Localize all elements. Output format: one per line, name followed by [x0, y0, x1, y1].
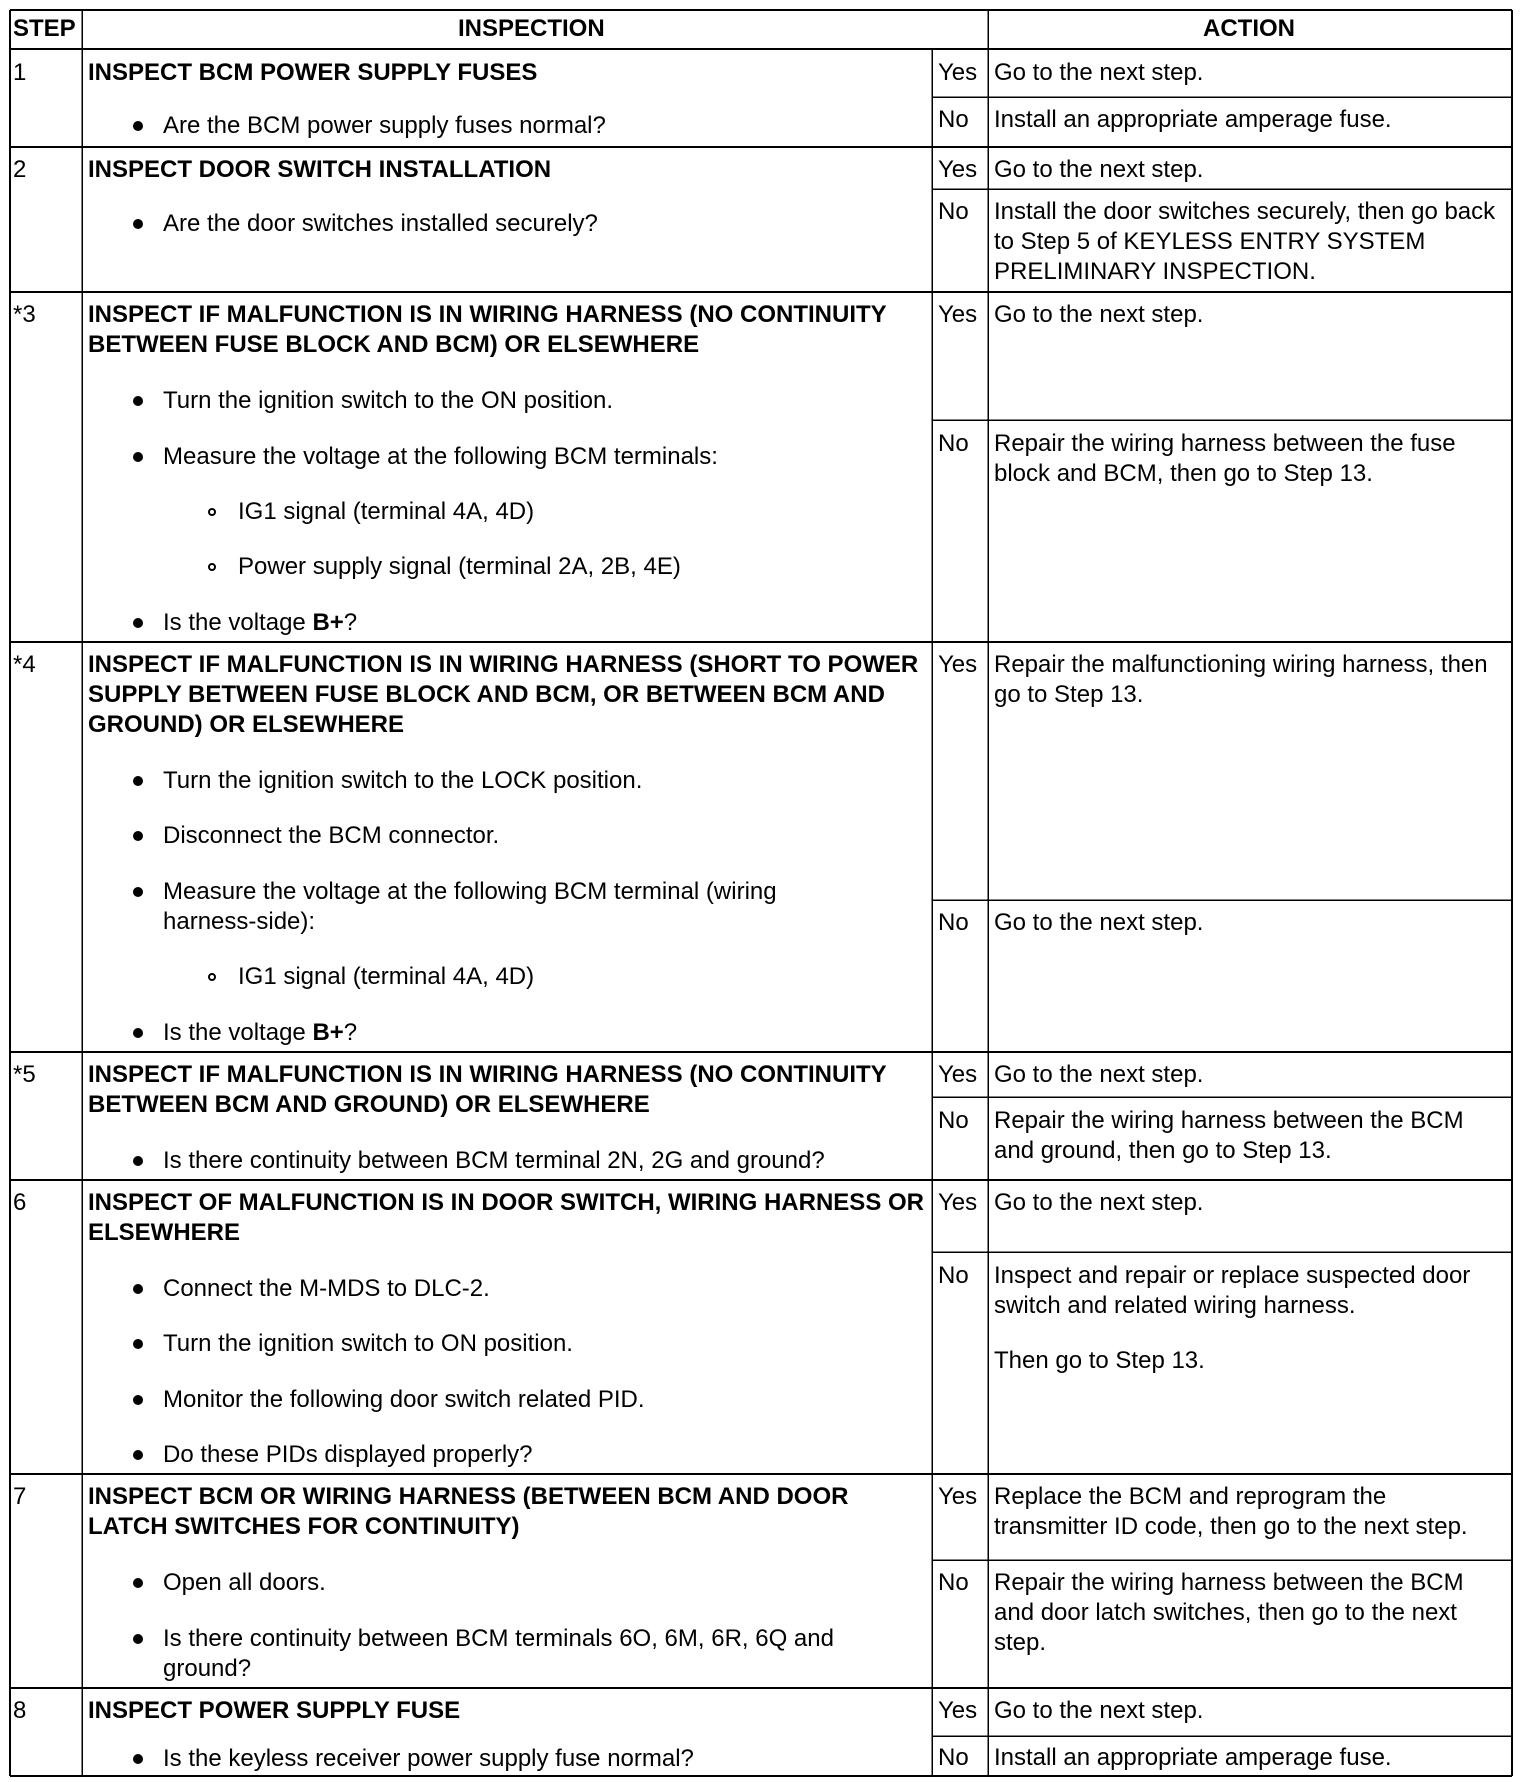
no-label: No: [938, 106, 969, 133]
bullet-icon: [133, 887, 143, 897]
no-action: Repair the wiring harness between the BCM and door latch switches, then go to the next step.: [994, 1569, 1464, 1656]
yes-label: Yes: [938, 1483, 978, 1510]
bullet-icon: [133, 452, 143, 462]
inspection-item: Is the voltage B+?: [163, 1019, 358, 1046]
step-number: 8: [13, 1697, 27, 1724]
inspection-subitem: IG1 signal (terminal 4A, 4D): [238, 498, 535, 525]
step-number: *5: [13, 1061, 36, 1088]
step-title: INSPECT IF MALFUNCTION IS IN WIRING HARNESS (SHORT TO POWER SUPPLY BETWEEN FUSE BLOCK AND BCM, OR BETWEEN BCM AND GROUND) OR ELSEWHERE: [88, 651, 919, 738]
step-number: 6: [13, 1189, 27, 1216]
sub-bullet-icon: [208, 563, 216, 571]
bullet-icon: [133, 1634, 143, 1644]
inspection-subitem: IG1 signal (terminal 4A, 4D): [238, 963, 535, 990]
yes-action: Go to the next step.: [994, 301, 1204, 328]
bullet-icon: [133, 1028, 143, 1038]
header-inspection: INSPECTION: [458, 15, 605, 42]
inspection-item: Are the BCM power supply fuses normal?: [163, 112, 606, 139]
step-number: 2: [13, 156, 27, 183]
inspection-item: Is there continuity between BCM terminals 6O, 6M, 6R, 6Q and ground?: [163, 1625, 834, 1682]
no-action-followup: Then go to Step 13.: [994, 1347, 1205, 1374]
yes-label: Yes: [938, 1061, 978, 1088]
no-action: Repair the wiring harness between the BCM and ground, then go to Step 13.: [994, 1107, 1464, 1164]
step-number: 7: [13, 1483, 27, 1510]
inspection-item: Is there continuity between BCM terminal 2N, 2G and ground?: [163, 1147, 825, 1174]
bullet-icon: [133, 121, 143, 131]
header-step: STEP: [13, 15, 76, 42]
bullet-icon: [133, 618, 143, 628]
yes-label: Yes: [938, 156, 978, 183]
no-action: Go to the next step.: [994, 909, 1204, 936]
step-title: INSPECT IF MALFUNCTION IS IN WIRING HARNESS (NO CONTINUITY BETWEEN BCM AND GROUND) OR ELSEWHERE: [88, 1061, 887, 1118]
no-action: Inspect and repair or replace suspected door switch and related wiring harness.: [994, 1262, 1471, 1319]
sub-bullet-icon: [208, 508, 216, 516]
inspection-subitem: Power supply signal (terminal 2A, 2B, 4E): [238, 553, 681, 580]
yes-action: Replace the BCM and reprogram the transmitter ID code, then go to the next step.: [994, 1483, 1468, 1540]
yes-action: Go to the next step.: [994, 59, 1204, 86]
no-label: No: [938, 1107, 969, 1134]
step-number: 1: [13, 59, 27, 86]
inspection-item: Is the voltage B+?: [163, 609, 358, 636]
bullet-icon: [133, 1339, 143, 1349]
header-action: ACTION: [1203, 15, 1295, 42]
no-label: No: [938, 430, 969, 457]
inspection-item: Is the keyless receiver power supply fuse normal?: [163, 1745, 694, 1772]
inspection-item: Open all doors.: [163, 1569, 326, 1596]
inspection-item: Do these PIDs displayed properly?: [163, 1441, 533, 1468]
step-title: INSPECT OF MALFUNCTION IS IN DOOR SWITCH, WIRING HARNESS OR ELSEWHERE: [88, 1189, 924, 1246]
no-label: No: [938, 198, 969, 225]
no-action: Install an appropriate amperage fuse.: [994, 106, 1392, 133]
step-title: INSPECT POWER SUPPLY FUSE: [88, 1697, 461, 1724]
bullet-icon: [133, 1156, 143, 1166]
yes-action: Go to the next step.: [994, 1697, 1204, 1724]
yes-label: Yes: [938, 1189, 978, 1216]
inspection-item: Measure the voltage at the following BCM terminal (wiring harness-side):: [163, 878, 777, 935]
step-number: *3: [13, 301, 36, 328]
yes-label: Yes: [938, 301, 978, 328]
bullet-icon: [133, 1284, 143, 1294]
step-title: INSPECT BCM OR WIRING HARNESS (BETWEEN BCM AND DOOR LATCH SWITCHES FOR CONTINUITY): [88, 1483, 849, 1540]
yes-label: Yes: [938, 59, 978, 86]
no-label: No: [938, 1262, 969, 1289]
yes-action: Go to the next step.: [994, 1061, 1204, 1088]
yes-action: Go to the next step.: [994, 156, 1204, 183]
no-action: Install an appropriate amperage fuse.: [994, 1744, 1392, 1771]
inspection-item: Turn the ignition switch to the ON position.: [163, 387, 613, 414]
inspection-item: Turn the ignition switch to ON position.: [163, 1330, 573, 1357]
no-action: Install the door switches securely, then go back to Step 5 of KEYLESS ENTRY SYSTEM PRELIMINARY INSPECTION.: [994, 198, 1496, 285]
no-label: No: [938, 1569, 969, 1596]
bullet-icon: [133, 776, 143, 786]
bullet-icon: [133, 1754, 143, 1764]
bullet-icon: [133, 219, 143, 229]
sub-bullet-icon: [208, 973, 216, 981]
yes-action: Go to the next step.: [994, 1189, 1204, 1216]
bullet-icon: [133, 1395, 143, 1405]
inspection-item: Connect the M-MDS to DLC-2.: [163, 1275, 490, 1302]
inspection-item: Monitor the following door switch related PID.: [163, 1386, 645, 1413]
inspection-item: Disconnect the BCM connector.: [163, 822, 500, 849]
step-title: INSPECT IF MALFUNCTION IS IN WIRING HARNESS (NO CONTINUITY BETWEEN FUSE BLOCK AND BCM) OR ELSEWHERE: [88, 301, 887, 358]
yes-action: Repair the malfunctioning wiring harness, then go to Step 13.: [994, 651, 1488, 708]
inspection-item: Are the door switches installed securely?: [163, 210, 598, 237]
yes-label: Yes: [938, 651, 978, 678]
step-number: *4: [13, 651, 36, 678]
step-title: INSPECT BCM POWER SUPPLY FUSES: [88, 59, 538, 86]
no-action: Repair the wiring harness between the fuse block and BCM, then go to Step 13.: [994, 430, 1456, 487]
yes-label: Yes: [938, 1697, 978, 1724]
no-label: No: [938, 909, 969, 936]
inspection-item: Turn the ignition switch to the LOCK position.: [163, 767, 643, 794]
bullet-icon: [133, 831, 143, 841]
no-label: No: [938, 1744, 969, 1771]
inspection-item: Measure the voltage at the following BCM terminals:: [163, 443, 718, 470]
bullet-icon: [133, 1450, 143, 1460]
step-title: INSPECT DOOR SWITCH INSTALLATION: [88, 156, 552, 183]
bullet-icon: [133, 1578, 143, 1588]
bullet-icon: [133, 396, 143, 406]
